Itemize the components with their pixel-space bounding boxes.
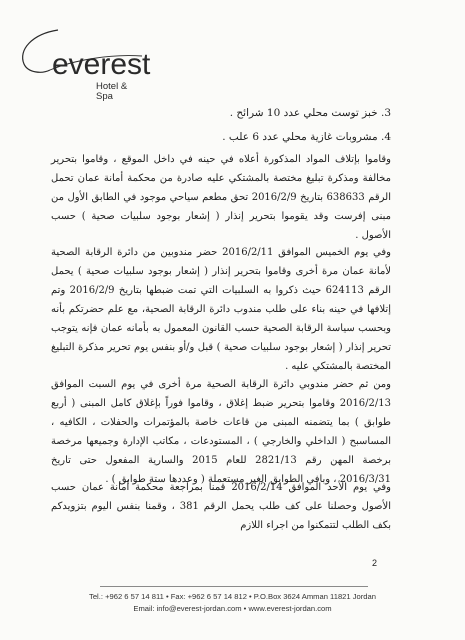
paragraph-2: وفي يوم الخميس الموافق 2016/2/11 حضر مندوبين من دائرة الرقابة الصحية لأمانة عمان مرة أخرى وقاموا بتحرير إنذار ( إشعار بوجود سلبيات صحية ) يحمل الرقم 624113 حيث ذكروا به السلبيات التي تمت ضبطها بتاريخ 2016/2/9 وتم إتلافها في حينه بناء على طلب مندوب دائرة الرقابة الصحية، مع علم حضرتكم بأنه وبحسب سياسة الرقابة الصحية حسب القانون المعمول به بأمانه عمان فإنه يتوجب تحرير إنذار ( إشعار بوجود سلبيات صحية ) قبل و/أو بنفس يوم تحرير مذكرة التبليغ المختصة بالمشتكي عليه . — [51, 247, 391, 372]
list-item: 3. خبز توست محلي عدد 10 شرائح . — [229, 107, 391, 119]
everest-logo — [14, 20, 151, 102]
paragraph-1: وقاموا بإتلاف المواد المذكورة أعلاه في حينه في داخل الموقع ، وقاموا بتحرير مخالفة ومذكرة تبليغ مختصة بالمشتكي عليه صادرة من محكمة أمانة عمان تحمل الرقم 638633 بتاريخ 2016/2/9 تحق مطعم سياحي موجود في الطابق الأول من مبنى إفرست وقد يقوموا بتحرير إنذار ( إشعار بوجود سلبيات صحية ) حسب الأصول . — [51, 154, 391, 241]
item-list — [51, 104, 391, 144]
paragraph-3: ومن ثم حضر مندوبي دائرة الرقابة الصحية مرة أخرى في يوم السبت الموافق 2016/2/13 وقاموا بتحرير ضبط إغلاق ، وقاموا فوراً بإغلاق كامل المبنى ( أربع طوابق ) بما يتضمنه المبنى من قاعات خاصة بالمؤتمرات والحفلات ، الكافيه ، المساسبح ( الداخلي والخارجي ) ، المستودعات ، مكاتب الإدارة وجميعها مرخصة برخصة المهن رقم 2821/13 للعام 2015 والسارية المفعول حتى تاريخ 2016/3/31 ، وبافي الطوابق الغير مستعملة ( وعددها ستة طوابق ) . — [51, 379, 391, 485]
logo-wordmark: everest — [52, 48, 151, 81]
paragraph-4: وفي يوم الأحد الموافق 2016/2/14 قمنا بمراجعة محكمة أمانة عمان حسب الأصول وحصلنا على كف طلب يحمل الرقم 381 ، وقمنا بنفس اليوم بتزويدكم بكف الطلب لتتمكنوا من اجراء اللازم — [51, 482, 392, 531]
footer-contact: Tel.: +962 6 57 14 811 • Fax: +962 6 57 14 812 • P.O.Box 3624 Amman 11821 Jordan — [89, 592, 376, 601]
footer-divider — [100, 586, 368, 587]
footer-web: Email: info@everest-jordan.com • www.everest-jordan.com — [133, 604, 332, 613]
page-number: 2 — [372, 558, 378, 568]
logo-subtitle: Hotel & Spa — [96, 81, 128, 102]
list-item: 4. مشروبات غازية محلي عدد 6 علب . — [222, 131, 391, 143]
